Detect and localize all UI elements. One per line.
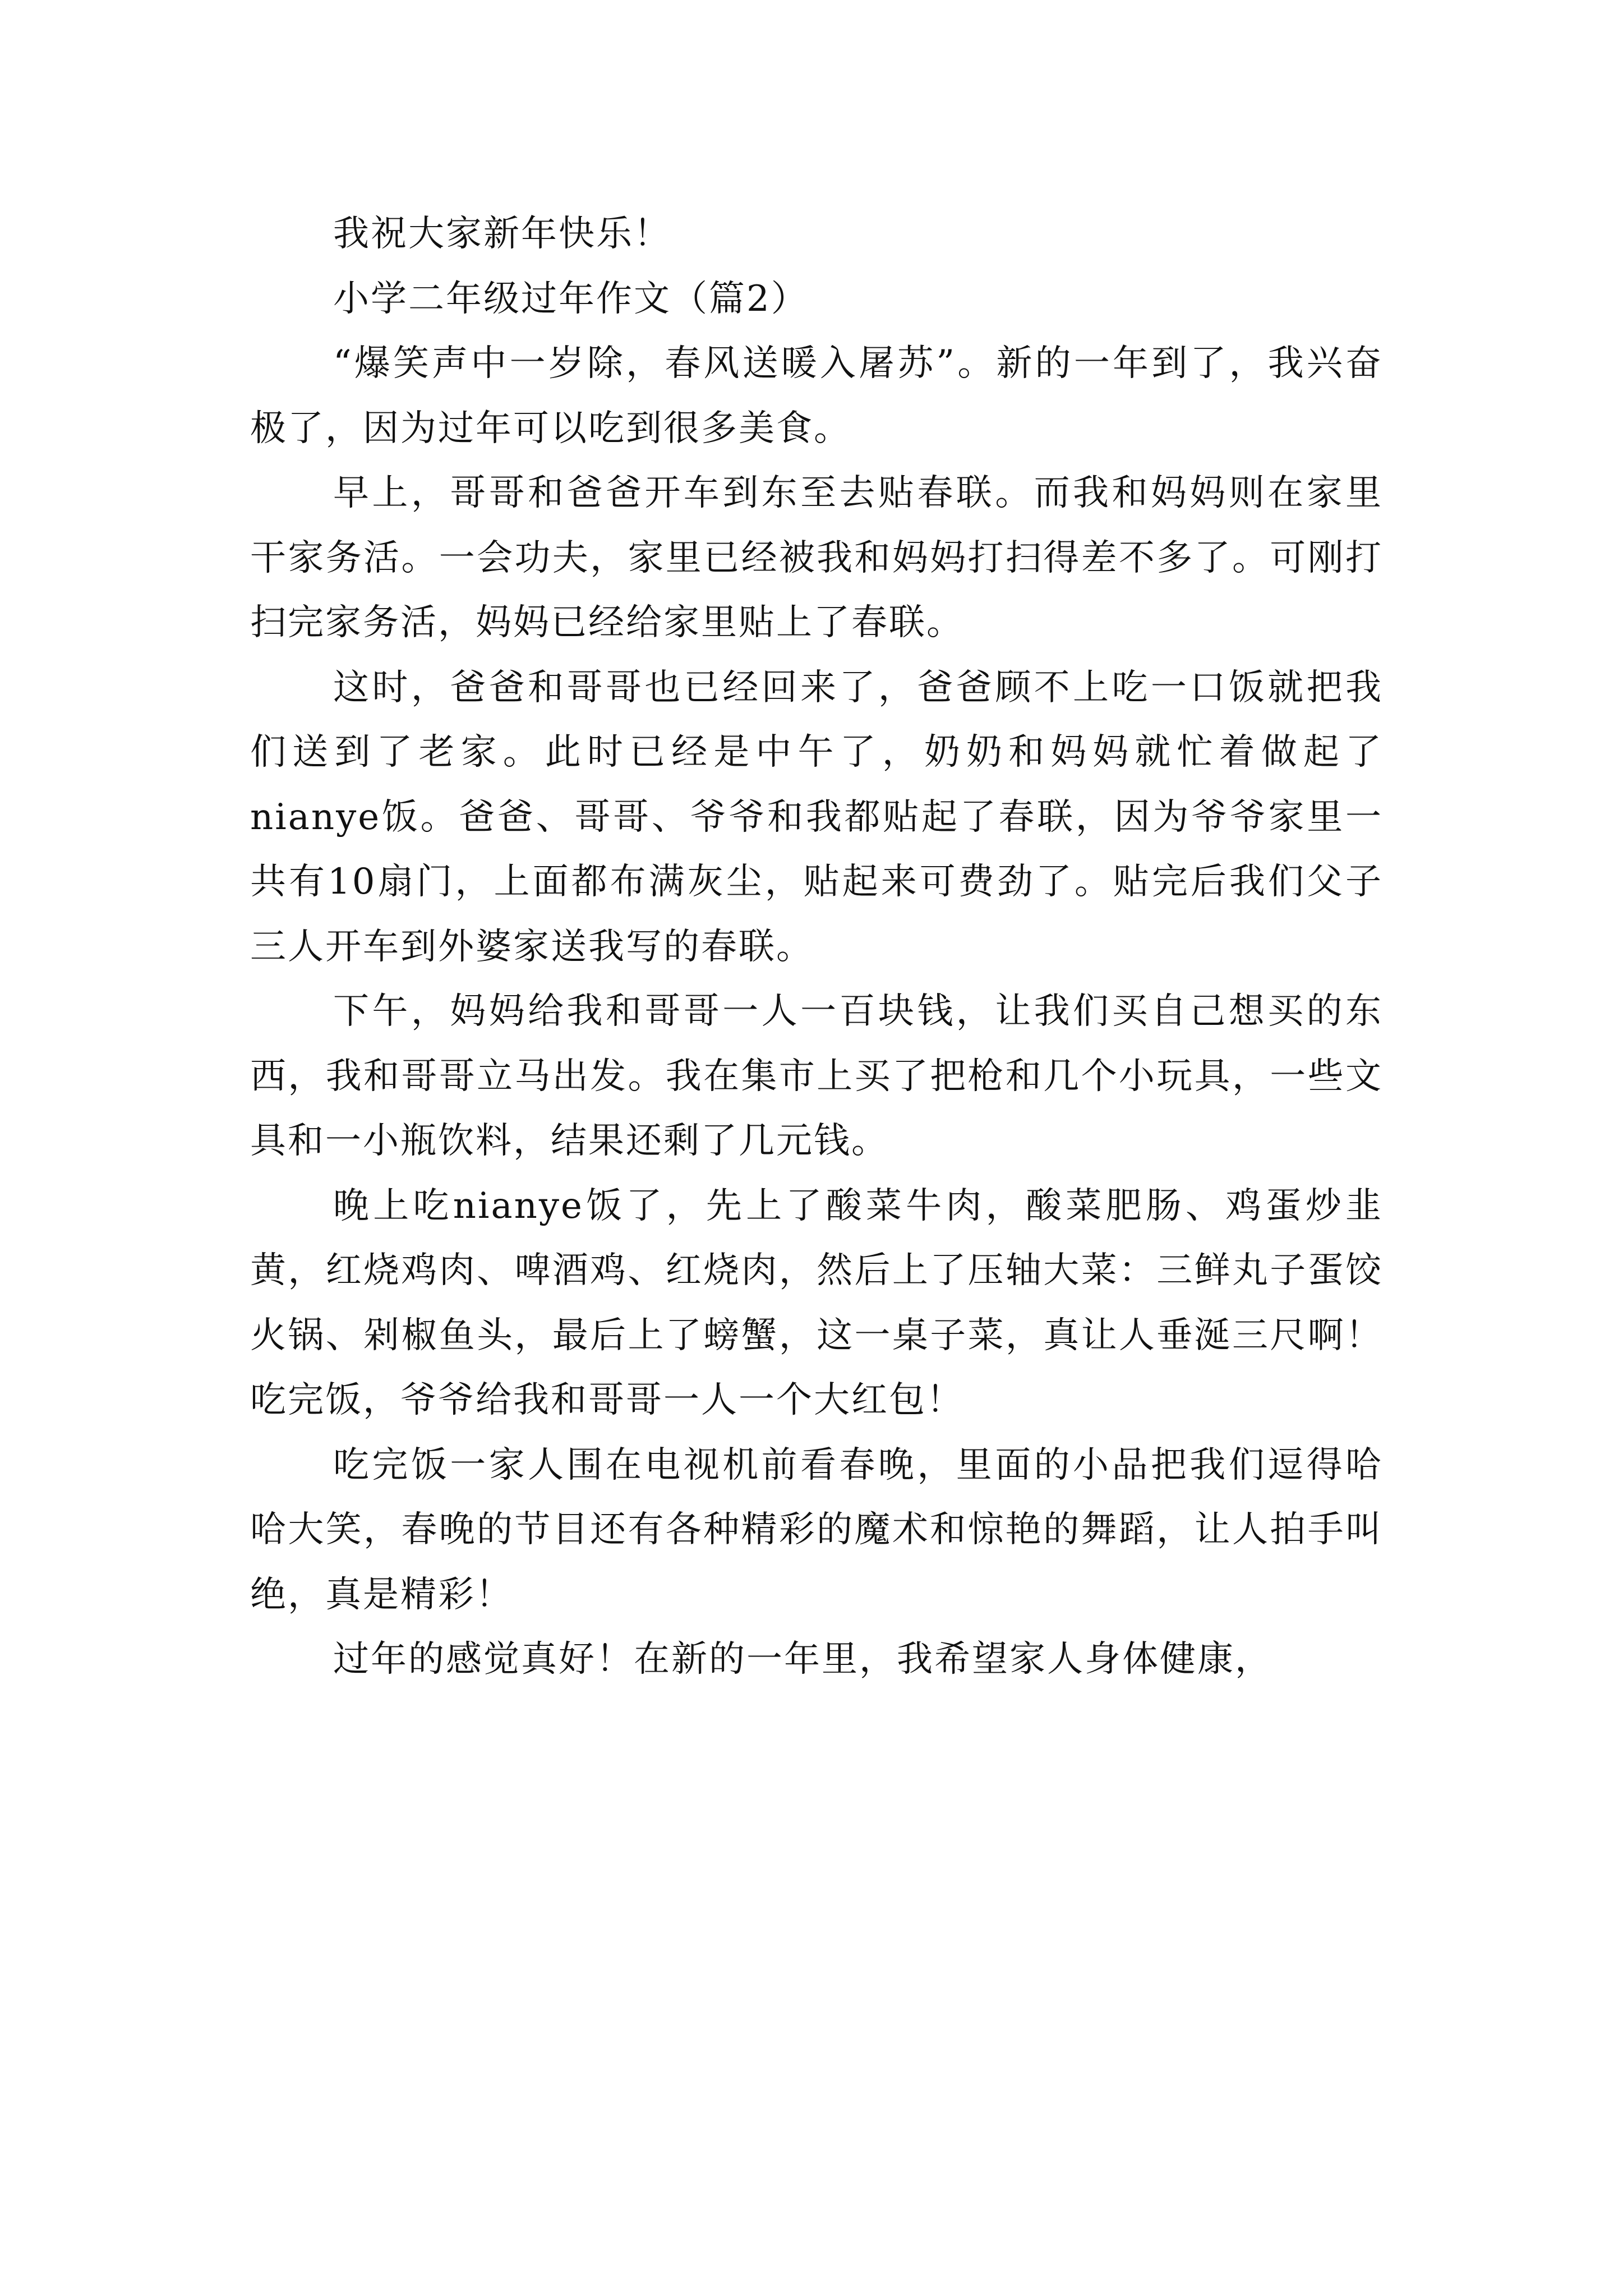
essay-paragraph-morning: 早上，哥哥和爸爸开车到东至去贴春联。而我和妈妈则在家里干家务活。一会功夫，家里已经被我和妈妈打扫得差不多了。可刚打扫完家务活，妈妈已经给家里贴上了春联。 xyxy=(250,472,1383,643)
essay-paragraph-noon: 这时，爸爸和哥哥也已经回来了，爸爸顾不上吃一口饭就把我们送到了老家。此时已经是中午了，奶奶和妈妈就忙着做起了nianye饭。爸爸、哥哥、爷爷和我都贴起了春联，因为爷爷家里一共有10扇门，上面都布满灰尘，贴起来可费劲了。贴完后我们父子三人开车到外婆家送我写的春联。 xyxy=(250,666,1383,968)
essay-paragraph-evening-dinner: 晚上吃nianye饭了，先上了酸菜牛肉，酸菜肥肠、鸡蛋炒韭黄，红烧鸡肉、啤酒鸡、红烧肉，然后上了压轴大菜：三鲜丸子蛋饺火锅、剁椒鱼头，最后上了螃蟹，这一桌子菜，真让人垂涎三尺啊！吃完饭，爷爷给我和哥哥一人一个大红包！ xyxy=(250,1185,1383,1421)
essay-paragraph-spring-gala: 吃完饭一家人围在电视机前看春晚，里面的小品把我们逗得哈哈大笑，春晚的节目还有各种精彩的魔术和惊艳的舞蹈，让人拍手叫绝，真是精彩！ xyxy=(250,1444,1383,1616)
essay-body xyxy=(250,202,1383,1692)
closing-greeting-paragraph: 我祝大家新年快乐！ xyxy=(333,213,671,255)
essay-paragraph-conclusion: 过年的感觉真好！在新的一年里，我希望家人身体健康， xyxy=(333,1639,1272,1680)
essay-title: 小学二年级过年作文（篇2） xyxy=(333,278,809,320)
essay-paragraph-intro: “爆笑声中一岁除，春风送暖入屠苏”。新的一年到了，我兴奋极了，因为过年可以吃到很多美食。 xyxy=(250,343,1383,449)
essay-paragraph-afternoon: 下午，妈妈给我和哥哥一人一百块钱，让我们买自己想买的东西，我和哥哥立马出发。我在集市上买了把枪和几个小玩具，一些文具和一小瓶饮料，结果还剩了几元钱。 xyxy=(250,991,1383,1162)
